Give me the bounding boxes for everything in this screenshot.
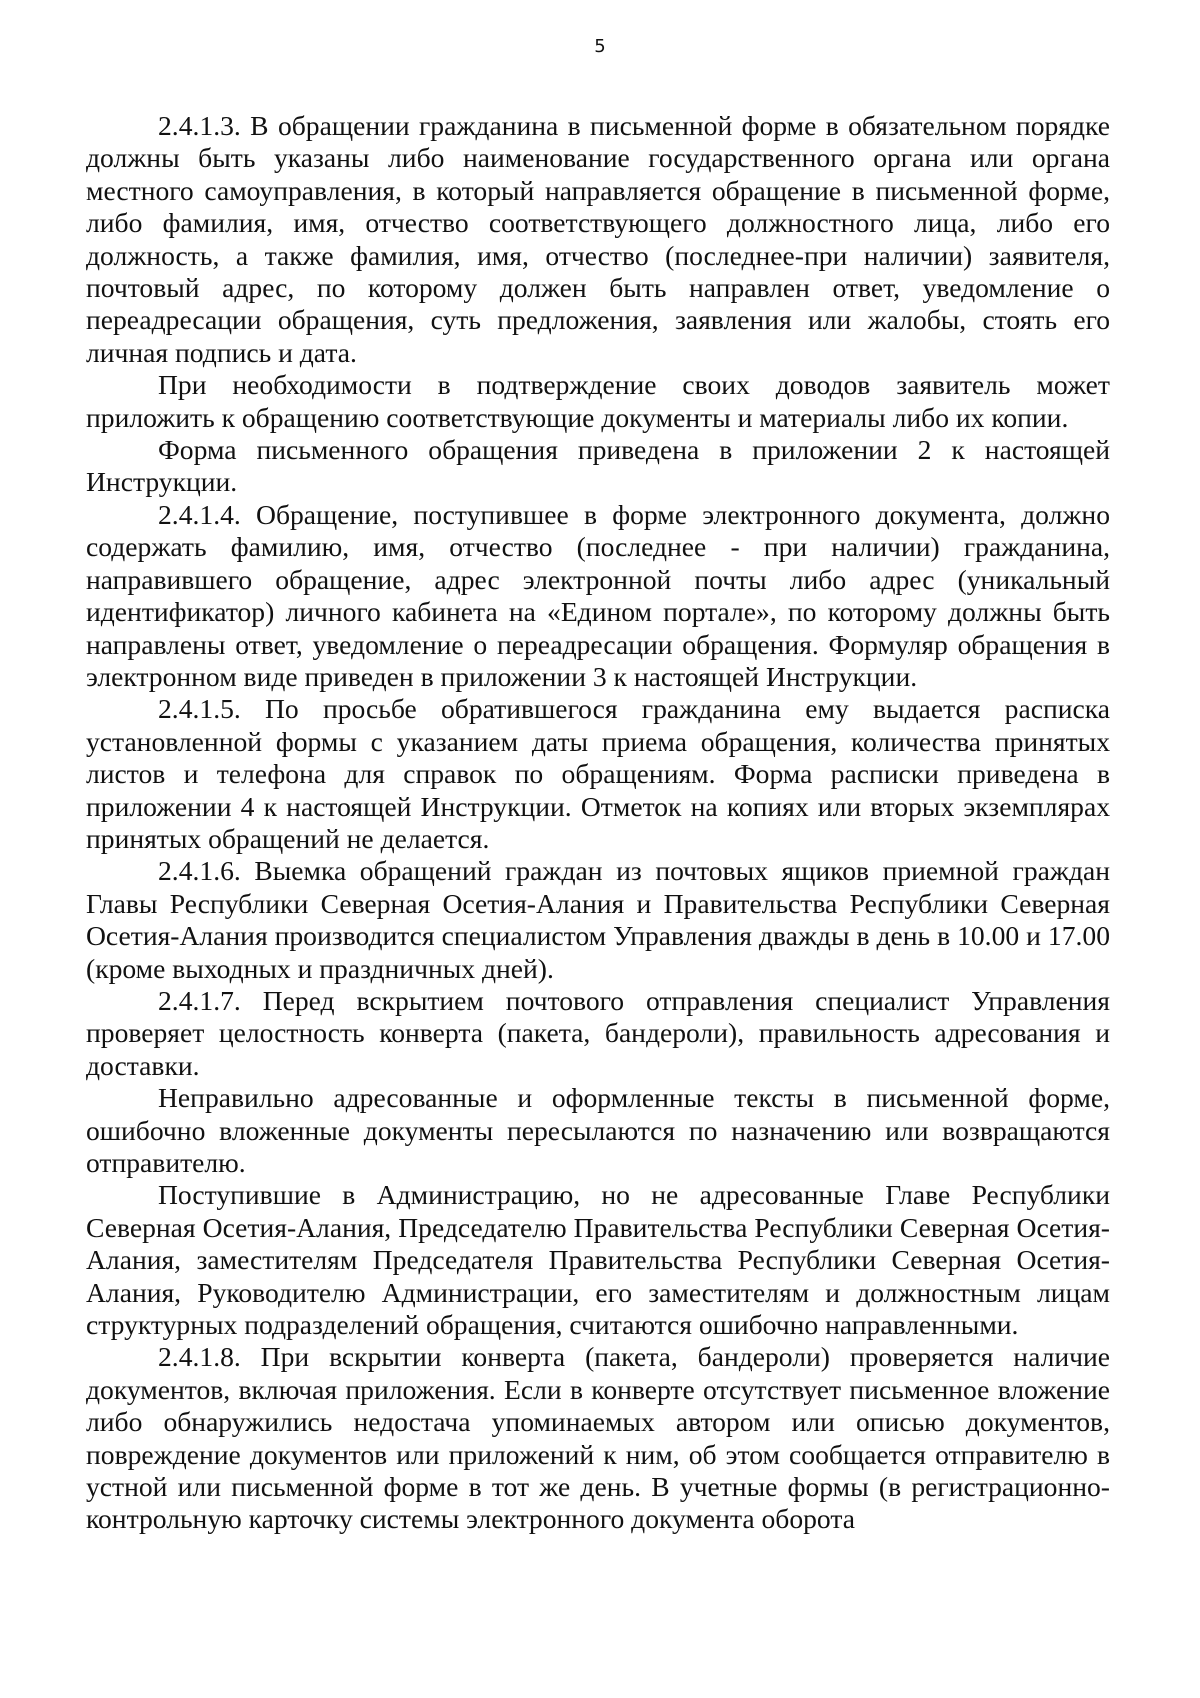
paragraph-2-4-1-6: 2.4.1.6. Выемка обращений граждан из почтовых ящиков приемной граждан Главы Республики Северная Осетия-Алания и Правительства Республики Северная Осетия-Алания производится специалистом Управления дважды в день в 10.00 и 17.00 (кроме выходных и праздничных дней). [86, 855, 1110, 984]
page-number: 5 [594, 36, 606, 57]
paragraph-2-4-1-4: 2.4.1.4. Обращение, поступившее в форме электронного документа, должно содержать фамилию, имя, отчество (последнее - при наличии) гражданина, направившего обращение, адрес электронной почты либо адрес (уникальный идентификатор) личного кабинета на «Едином портале», по которому должны быть направлены ответ, уведомление о переадресации обращения. Формуляр обращения в электронном виде приведен в приложении 3 к настоящей Инструкции. [86, 498, 1110, 692]
paragraph-supporting-documents: При необходимости в подтверждение своих доводов заявитель может приложить к обращению соответствующие документы и материалы либо их копии. [86, 369, 1110, 433]
paragraph-2-4-1-8: 2.4.1.8. При вскрытии конверта (пакета, бандероли) проверяется наличие документов, включая приложения. Если в конверте отсутствует письменное вложение либо обнаружились недостача упоминаемых автором или описью документов, повреждение документов или приложений к ним, об этом сообщается отправителю в устной или письменной форме в тот же день. В учетные формы (в регистрационно-контрольную карточку системы электронного документа оборота [86, 1341, 1110, 1535]
document-body [86, 110, 1110, 1536]
paragraph-2-4-1-7: 2.4.1.7. Перед вскрытием почтового отправления специалист Управления проверяет целостность конверта (пакета, бандероли), правильность адресования и доставки. [86, 984, 1110, 1081]
paragraph-erroneous-receipt: Поступившие в Администрацию, но не адресованные Главе Республики Северная Осетия-Алания, Председателю Правительства Республики Северная Осетия-Алания, заместителям Председателя Правительства Республики Северная Осетия-Алания, Руководителю Администрации, его заместителям и должностным лицам структурных подразделений обращения, считаются ошибочно направленными. [86, 1179, 1110, 1341]
paragraph-misaddressed: Неправильно адресованные и оформленные тексты в письменной форме, ошибочно вложенные документы пересылаются по назначению или возвращаются отправителю. [86, 1082, 1110, 1178]
paragraph-2-4-1-3: 2.4.1.3. В обращении гражданина в письменной форме в обязательном порядке должны быть указаны либо наименование государственного органа или органа местного самоуправления, в который направляется обращение в письменной форме, либо фамилия, имя, отчество соответствующего должностного лица, либо его должность, а также фамилия, имя, отчество (последнее-при наличии) заявителя, почтовый адрес, по которому должен быть направлен ответ, уведомление о переадресации обращения, суть предложения, заявления или жалобы, стоять его личная подпись и дата. [86, 110, 1110, 368]
paragraph-form-reference: Форма письменного обращения приведена в приложении 2 к настоящей Инструкции. [86, 434, 1110, 498]
paragraph-2-4-1-5: 2.4.1.5. По просьбе обратившегося гражданина ему выдается расписка установленной формы с указанием даты приема обращения, количества принятых листов и телефона для справок по обращениям. Форма расписки приведена в приложении 4 к настоящей Инструкции. Отметок на копиях или вторых экземплярах принятых обращений не делается. [86, 693, 1110, 854]
